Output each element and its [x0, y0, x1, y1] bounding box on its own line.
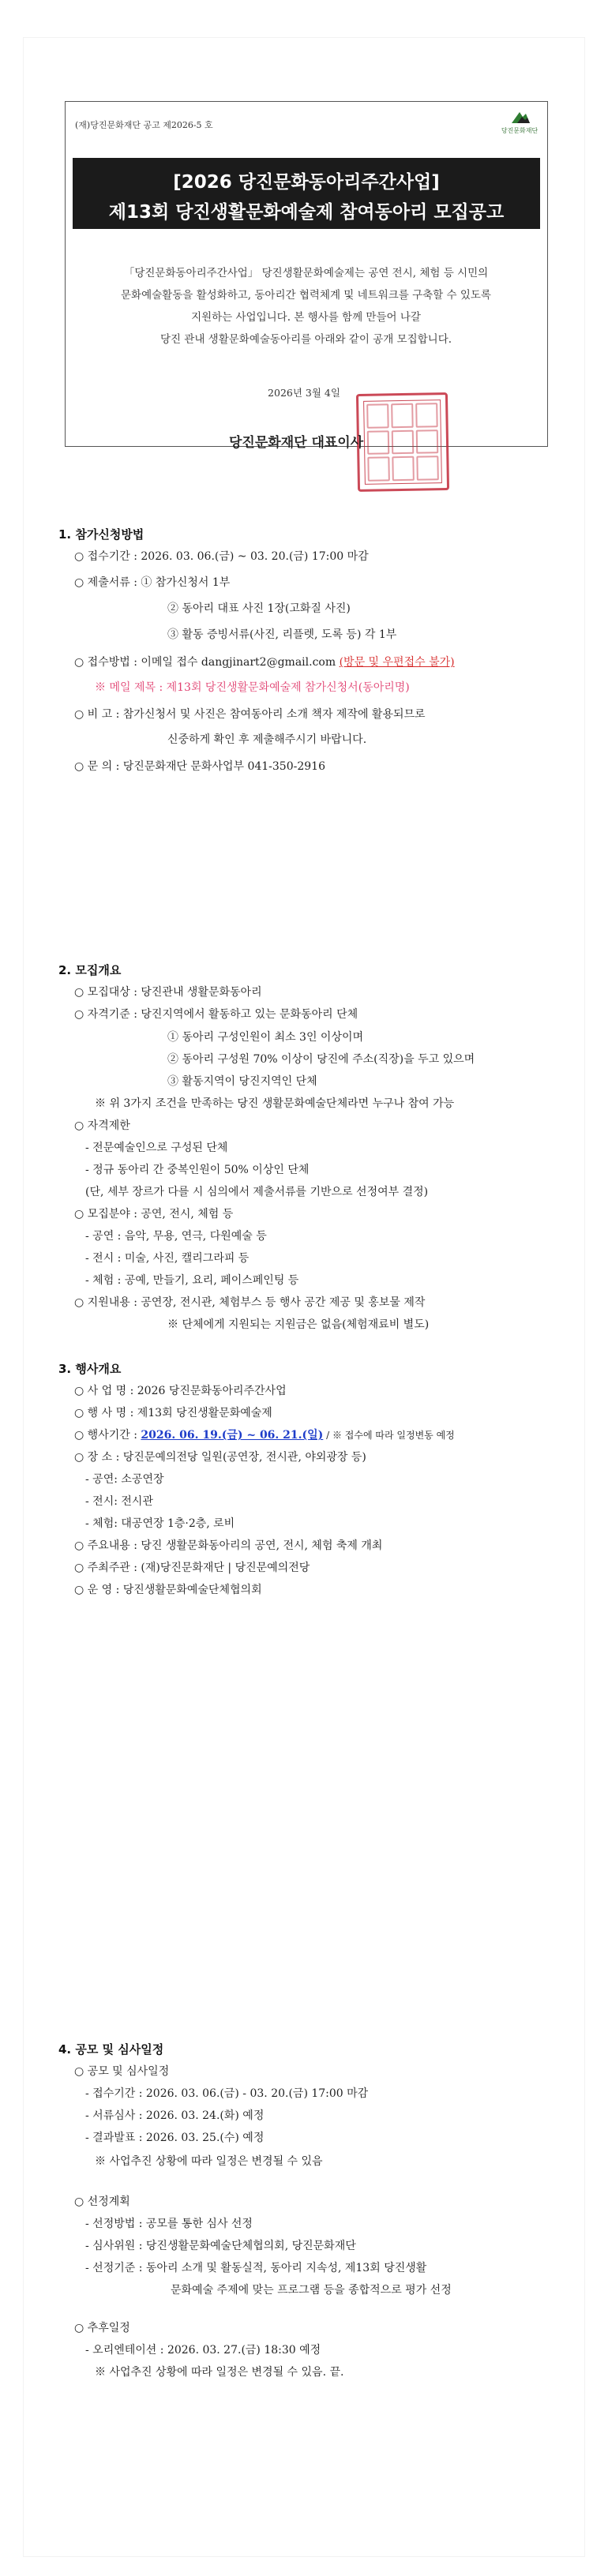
- text-line: (단, 세부 장르가 다를 시 심의에서 제출서류를 기반으로 선정여부 결정): [85, 1186, 429, 1198]
- title-line-2: 제13회 당진생활문화예술제 참여동아리 모집공고: [108, 202, 505, 223]
- text-line: - 선정기준 : 동아리 소개 및 활동실적, 동아리 지속성, 제13회 당진생활: [85, 2262, 427, 2274]
- text-line: ○ 모집분야 : 공연, 전시, 체험 등: [74, 1208, 234, 1221]
- section-heading: 3. 행사개요: [58, 1362, 122, 1376]
- text-line: - 전문예술인으로 구성된 단체: [85, 1142, 228, 1154]
- official-seal-stamp: [356, 392, 449, 492]
- text-line: ○ 장 소 : 당진문예의전당 일원(공연장, 전시관, 야외광장 등): [74, 1451, 366, 1464]
- logo-text: 당진문화재단: [501, 127, 539, 134]
- text-line: ○ 주최주관 : (재)당진문화재단 | 당진문예의전당: [74, 1562, 310, 1574]
- text-line: ○ 운 영 : 당진생활문화예술단체협의회: [74, 1584, 262, 1596]
- text-line: ○ 문 의 : 당진문화재단 문화사업부 041-350-2916: [74, 760, 325, 773]
- text-line: [74, 654, 455, 669]
- text-line: ○ 자격제한: [74, 1119, 130, 1132]
- text-line: ○ 제출서류 : ① 참가신청서 1부: [74, 576, 231, 589]
- period-note: / ※ 접수에 따라 일정변동 예정: [323, 1430, 455, 1441]
- intro-paragraph: [79, 262, 533, 351]
- text-line: - 오리엔테이션 : 2026. 03. 27.(금) 18:30 예정: [85, 2344, 321, 2357]
- text-line: ○ 공모 및 심사일정: [74, 2065, 170, 2078]
- text-line: ○ 행 사 명 : 제13회 당진생활문화예술제: [74, 1407, 272, 1419]
- text-line: ※ 단체에게 지원되는 지원금은 없음(체험재료비 별도): [167, 1318, 430, 1331]
- text-line: ○ 접수기간 : 2026. 03. 06.(금) ~ 03. 20.(금) 17:00 마감: [74, 550, 369, 563]
- section-heading: 4. 공모 및 심사일정: [58, 2042, 164, 2057]
- text-line: [74, 1427, 455, 1442]
- period-label: ○ 행사기간 :: [74, 1429, 141, 1442]
- title-line-1: [2026 당진문화동아리주간사업]: [173, 172, 440, 193]
- text-line: - 체험: 대공연장 1층·2층, 로비: [85, 1517, 235, 1530]
- signature: 당진문화재단 대표이사: [229, 435, 364, 451]
- text-line: ○ 지원내용 : 공연장, 전시관, 체험부스 등 행사 공간 제공 및 홍보물 제작: [74, 1296, 426, 1309]
- section-heading: 1. 참가신청방법: [58, 527, 144, 542]
- text-line: - 서류심사 : 2026. 03. 24.(화) 예정: [85, 2109, 265, 2122]
- text-line: ※ 사업추진 상황에 따라 일정은 변경될 수 있음: [95, 2155, 323, 2168]
- text-line: ○ 자격기준 : 당진지역에서 활동하고 있는 문화동아리 단체: [74, 1008, 358, 1021]
- text-line: ○ 선정계획: [74, 2195, 130, 2208]
- text-line: ※ 메일 제목 : 제13회 당진생활문화예술제 참가신청서(동아리명): [95, 681, 410, 694]
- text-line: ② 동아리 대표 사진 1장(고화질 사진): [167, 602, 351, 615]
- text-line: - 전시 : 미술, 사진, 캘리그라피 등: [85, 1252, 250, 1265]
- intro-line: 문화예술활동을 활성화하고, 동아리간 협력체계 및 네트워크를 구축할 수 있도록: [121, 289, 491, 302]
- logo-mark-icon: [510, 109, 531, 125]
- notice-date: 2026년 3월 4일: [268, 387, 340, 399]
- text-line: - 전시: 전시관: [85, 1495, 153, 1508]
- method-label: ○ 접수방법 : 이메일 접수 dangjinart2@gmail.com: [74, 656, 336, 669]
- text-line: - 결과발표 : 2026. 03. 25.(수) 예정: [85, 2132, 265, 2144]
- text-line: ○ 모집대상 : 당진관내 생활문화동아리: [74, 986, 262, 999]
- text-line: 신중하게 확인 후 제출해주시기 바랍니다.: [167, 733, 367, 746]
- text-line: - 공연: 소공연장: [85, 1473, 164, 1486]
- text-line: ③ 활동 증빙서류(사진, 리플렛, 도록 등) 각 1부: [167, 628, 397, 641]
- text-line: ○ 비 고 : 참가신청서 및 사진은 참여동아리 소개 책자 제작에 활용되므로: [74, 708, 426, 721]
- text-line: ○ 사 업 명 : 2026 당진문화동아리주간사업: [74, 1385, 287, 1397]
- text-line: - 접수기간 : 2026. 03. 06.(금) - 03. 20.(금) 17:00 마감: [85, 2087, 369, 2100]
- notice-number: (재)당진문화재단 공고 제2026-5 호: [75, 120, 213, 130]
- intro-line: 당진 관내 생활문화예술동아리를 아래와 같이 공개 모집합니다.: [160, 333, 452, 346]
- text-line: - 공연 : 음악, 무용, 연극, 다원예술 등: [85, 1230, 267, 1243]
- intro-line: 「당진문화동아리주간사업」 당진생활문화예술제는 공연 전시, 체험 등 시민의: [123, 267, 489, 279]
- text-line: ○ 추후일정: [74, 2322, 130, 2334]
- text-line: ② 동아리 구성원 70% 이상이 당진에 주소(직장)을 두고 있으며: [167, 1053, 475, 1066]
- method-warning: (방문 및 우편접수 불가): [339, 656, 455, 669]
- title-banner: [73, 158, 540, 229]
- foundation-logo: [501, 109, 539, 139]
- text-line: - 심사위원 : 당진생활문화예술단체협의회, 당진문화재단: [85, 2240, 356, 2252]
- text-line: ③ 활동지역이 당진지역인 단체: [167, 1075, 317, 1088]
- text-line: ※ 사업추진 상황에 따라 일정은 변경될 수 있음. 끝.: [95, 2366, 344, 2379]
- text-line: ① 동아리 구성인원이 최소 3인 이상이며: [167, 1031, 364, 1044]
- text-line: ○ 주요내용 : 당진 생활문화동아리의 공연, 전시, 체험 축제 개최: [74, 1539, 383, 1552]
- text-line: - 정규 동아리 간 중복인원이 50% 이상인 단체: [85, 1164, 310, 1176]
- text-line: 문화예술 주제에 맞는 프로그램 등을 종합적으로 평가 선정: [171, 2284, 452, 2297]
- intro-line: 지원하는 사업입니다. 본 행사를 함께 만들어 나갈: [191, 311, 421, 324]
- text-line: ※ 위 3가지 조건을 만족하는 당진 생활문화예술단체라면 누구나 참여 가능: [95, 1097, 455, 1110]
- section-heading: 2. 모집개요: [58, 963, 122, 977]
- event-period: 2026. 06. 19.(금) ~ 06. 21.(일): [141, 1429, 324, 1442]
- text-line: - 선정방법 : 공모를 통한 심사 선정: [85, 2218, 253, 2230]
- text-line: - 체험 : 공예, 만들기, 요리, 페이스페인팅 등: [85, 1274, 299, 1287]
